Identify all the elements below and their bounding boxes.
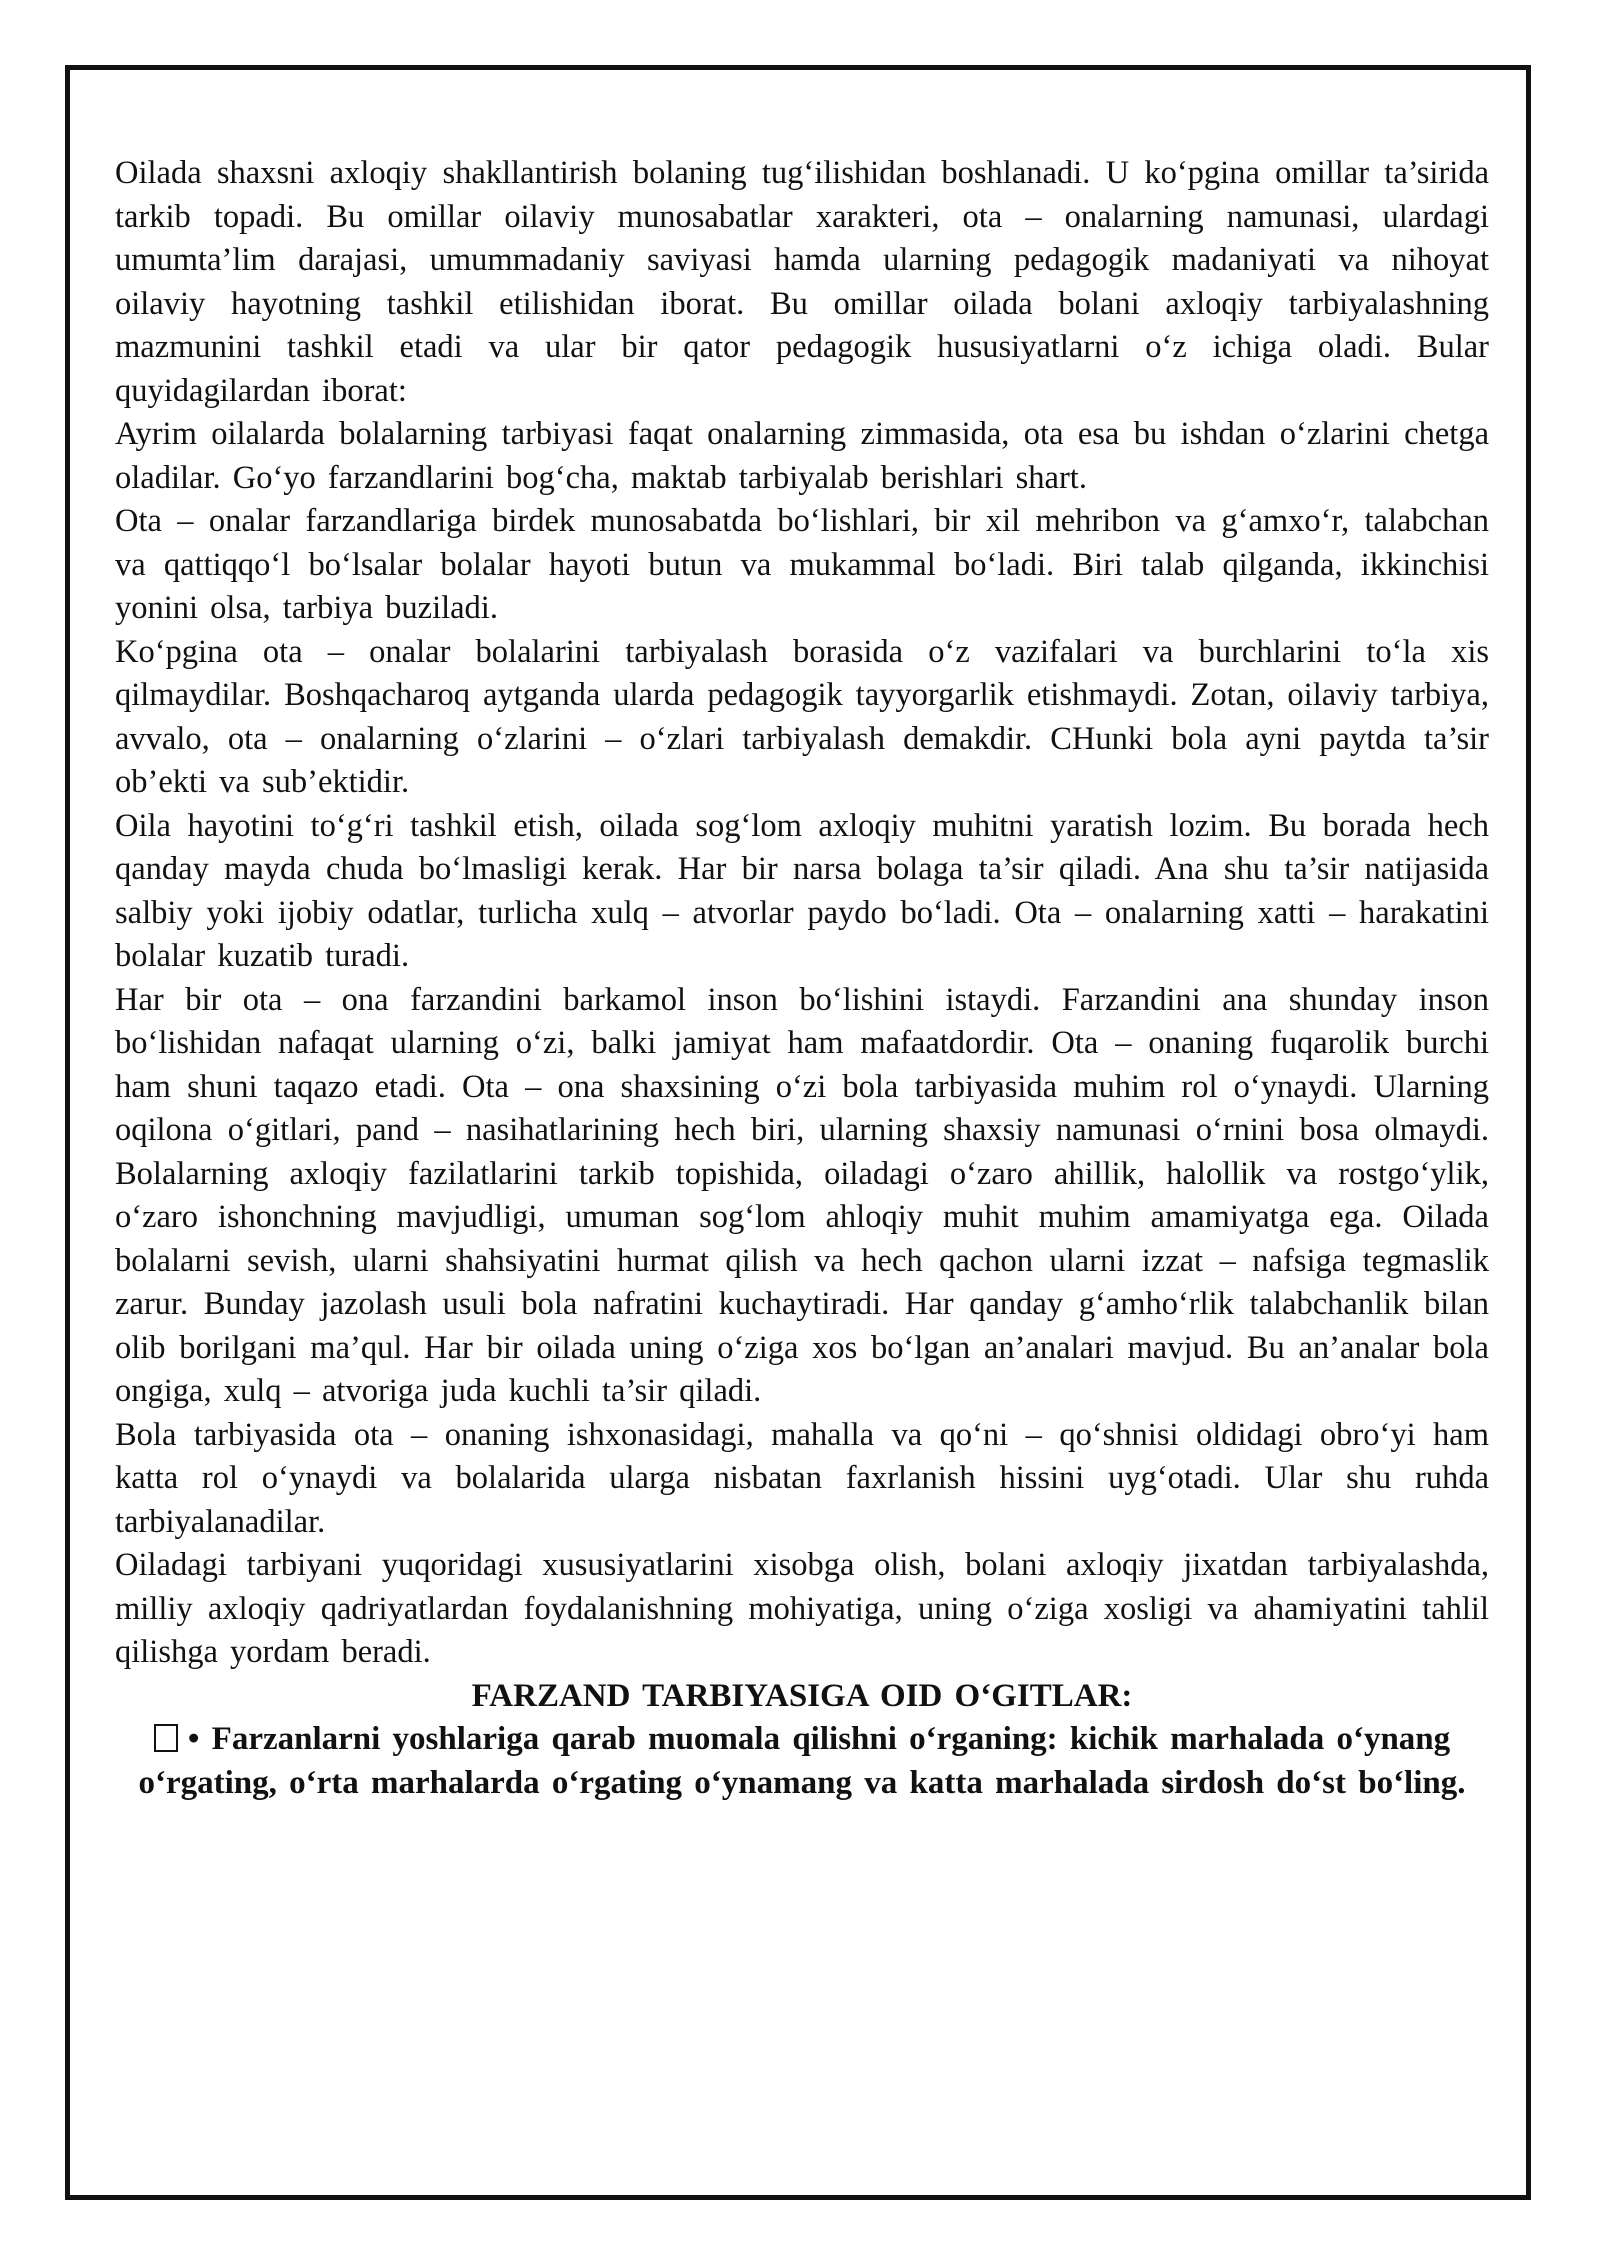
document-body [115, 152, 1489, 1805]
paragraph-family-life: Oila hayotini to‘g‘ri tashkil etish, oilada sog‘lom axloqiy muhitni yaratish lozim. Bu borada hech qanday mayda chuda bo‘lmasligi kerak. Har bir narsa bolaga ta’sir qiladi. Ana shu ta’sir natijasida salbiy yoki ijobiy odatlar, turlicha xulq – atvorlar paydo bo‘ladi. Ota – onalarning xatti – harakatini bolalar kuzatib turadi. [115, 807, 1489, 974]
bullet-icon: • [187, 1721, 200, 1757]
paragraph-conclusion: Oiladagi tarbiyani yuqoridagi xususiyatlarini xisobga olish, bolani axloqiy jixatdan tarbiyalashda, milliy axloqiy qadriyatlardan foydalanishning mohiyatiga, uning o‘ziga xosligi va ahamiyatini tahlil qilishga yordam beradi. [115, 1547, 1489, 1670]
missing-glyph-icon [154, 1724, 178, 1752]
paragraph-equal-attitude: Ota – onalar farzandlariga birdek munosabatda bo‘lishlari, bir xil mehribon va g‘amxo‘r, talabchan va qattiqqo‘l bo‘lsalar bolalar hayoti butun va mukammal bo‘ladi. Biri talab qilganda, ikkinchisi yonini olsa, tarbiya buziladi. [115, 503, 1489, 626]
paragraph-reputation: Bola tarbiyasida ota – onaning ishxonasidagi, mahalla va qo‘ni – qo‘shnisi oldidagi obro‘yi ham katta rol o‘ynaydi va bolalarida ularga nisbatan faxrlanish hissini uyg‘otadi. Ular shu ruhda tarbiyalanadilar. [115, 1416, 1489, 1540]
paragraph-intro: Oilada shaxsni axloqiy shakllantirish bolaning tug‘ilishidan boshlanadi. U ko‘pgina omillar ta’sirida tarkib topadi. Bu omillar oilaviy munosabatlar xarakteri, ota – onalarning namunasi, ulardagi umumta’lim darajasi, umummadaniy saviyasi hamda ularning pedagogik madaniyati va nihoyat oilaviy hayotning tashkil etilishidan iborat. Bu omillar oilada bolani axloqiy tarbiyalashning mazmunini tashkil etadi va ular bir qator pedagogik hususiyatlarni o‘z ichiga oladi. Bular quyidagilardan iborat: [115, 155, 1489, 409]
section-heading: FARZAND TARBIYASIGA OID O‘GITLAR: [471, 1677, 1133, 1714]
paragraph-parent-example: Har bir ota – ona farzandini barkamol inson bo‘lishini istaydi. Farzandini ana shunday inson bo‘lishidan nafaqat ularning o‘zi, balki jamiyat ham mafaatdordir. Ota – onaning fuqarolik burchi ham shuni taqazo etadi. Ota – ona shaxsining o‘zi bola tarbiyasida muhim rol o‘ynaydi. Ularning oqilona o‘gitlari, pand – nasihatlarining hech biri, ularning shaxsiy namunasi o‘rnini bosa olmaydi. Bolalarning axloqiy fazilatlarini tarkib topishida, oiladagi o‘zaro ahillik, halollik va rostgo‘ylik, o‘zaro ishonchning mavjudligi, umuman sog‘lom ahloqiy muhit muhim amamiyatga ega. Oilada bolalarni sevish, ularni shahsiyatini hurmat qilish va hech qachon ularni izzat – nafsiga tegmaslik zarur. Bunday jazolash usuli bola nafratini kuchaytiradi. Har qanday g‘amho‘rlik talabchanlik bilan olib borilgani ma’qul. Har bir oilada uning o‘ziga xos bo‘lgan an’analari mavjud. Bu an’analar bola ongiga, xulq – atvoriga juda kuchli ta’sir qiladi. [115, 981, 1489, 1409]
paragraph-mothers-role: Ayrim oilalarda bolalarning tarbiyasi faqat onalarning zimmasida, ota esa bu ishdan o‘zlarini chetga oladilar. Go‘yo farzandlarini bog‘cha, maktab tarbiyalab berishlari shart. [115, 416, 1489, 496]
tip-item [115, 1718, 1489, 1805]
tip-text: Farzanlarni yoshlariga qarab muomala qilishni o‘rganing: kichik marhalada o‘ynang o‘rgating, o‘rta marhalarda o‘rgating o‘ynamang va katta marhalada sirdosh do‘st bo‘ling. [138, 1721, 1466, 1801]
paragraph-parent-duties: Ko‘pgina ota – onalar bolalarini tarbiyalash borasida o‘z vazifalari va burchlarini to‘la xis qilmaydilar. Boshqacharoq aytganda ularda pedagogik tayyorgarlik etishmaydi. Zotan, oilaviy tarbiya, avvalo, ota – onalarning o‘zlarini – o‘zlari tarbiyalash demakdir. CHunki bola ayni paytda ta’sir ob’ekti va sub’ektidir. [115, 633, 1489, 800]
